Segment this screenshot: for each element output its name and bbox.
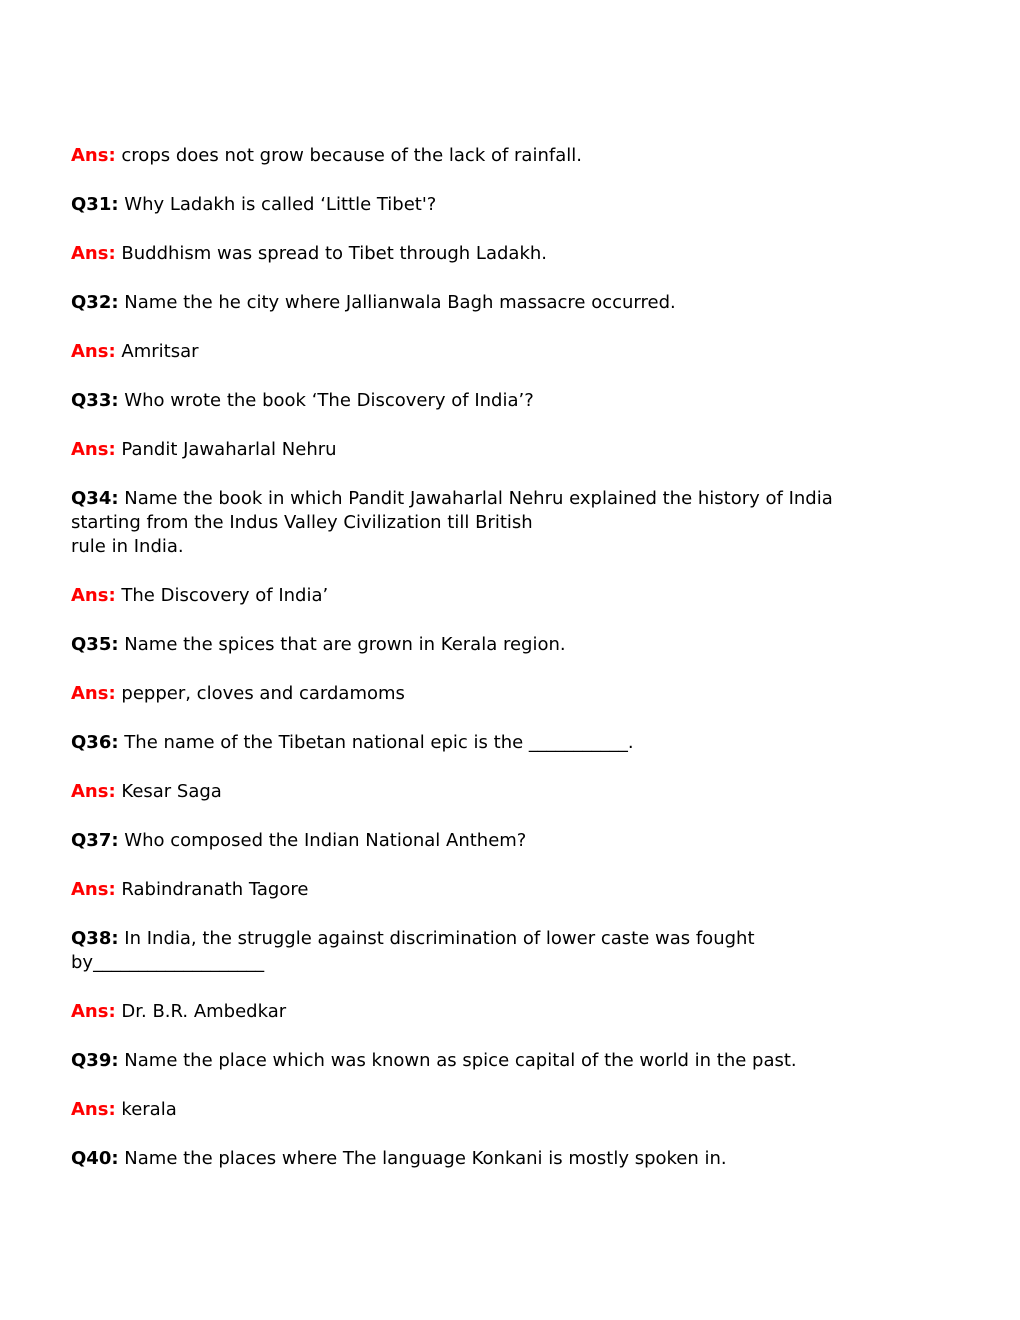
answer-label: Ans: [71, 781, 116, 802]
line-text: Buddhism was spread to Tibet through Ladakh. [121, 243, 547, 264]
answer-item [71, 1000, 951, 1024]
text-line [71, 829, 951, 853]
answer-label: Ans: [71, 341, 116, 362]
question-item [71, 731, 951, 755]
answer-item [71, 438, 951, 462]
answer-label: Ans: [71, 1099, 116, 1120]
question-label: Q32: [71, 292, 119, 313]
question-label: Q35: [71, 634, 119, 655]
text-line [71, 1098, 951, 1122]
line-text: by___________________ [71, 952, 265, 973]
text-line [71, 1049, 951, 1073]
line-text: Amritsar [121, 341, 199, 362]
question-label: Q38: [71, 928, 119, 949]
line-text: Who composed the Indian National Anthem? [124, 830, 527, 851]
line-text: Who wrote the book ‘The Discovery of India’? [124, 390, 534, 411]
line-text: pepper, cloves and cardamoms [121, 683, 405, 704]
text-line [71, 291, 951, 315]
question-item [71, 193, 951, 217]
text-line [71, 193, 951, 217]
text-line [71, 927, 951, 951]
text-line [71, 1147, 951, 1171]
text-line [71, 951, 951, 975]
answer-item [71, 584, 951, 608]
line-text: Why Ladakh is called ‘Little Tibet'? [124, 194, 437, 215]
answer-item [71, 1098, 951, 1122]
question-item [71, 291, 951, 315]
answer-label: Ans: [71, 145, 116, 166]
answer-item [71, 144, 951, 168]
qa-document [71, 144, 951, 1196]
text-line [71, 340, 951, 364]
question-label: Q33: [71, 390, 119, 411]
question-label: Q36: [71, 732, 119, 753]
answer-label: Ans: [71, 243, 116, 264]
line-text: starting from the Indus Valley Civilization till British [71, 512, 533, 533]
answer-item [71, 878, 951, 902]
text-line [71, 144, 951, 168]
line-text: Name the places where The language Konkani is mostly spoken in. [124, 1148, 727, 1169]
question-item [71, 389, 951, 413]
text-line [71, 438, 951, 462]
text-line [71, 487, 951, 511]
line-text: rule in India. [71, 536, 184, 557]
line-text: kerala [121, 1099, 177, 1120]
question-item [71, 829, 951, 853]
text-line [71, 878, 951, 902]
line-text: Name the place which was known as spice capital of the world in the past. [124, 1050, 797, 1071]
answer-label: Ans: [71, 879, 116, 900]
answer-item [71, 780, 951, 804]
answer-item [71, 242, 951, 266]
answer-label: Ans: [71, 1001, 116, 1022]
answer-item [71, 682, 951, 706]
text-line [71, 682, 951, 706]
answer-item [71, 340, 951, 364]
text-line [71, 511, 951, 535]
text-line [71, 633, 951, 657]
line-text: Name the he city where Jallianwala Bagh massacre occurred. [124, 292, 676, 313]
question-label: Q40: [71, 1148, 119, 1169]
line-text: crops does not grow because of the lack of rainfall. [121, 145, 582, 166]
text-line [71, 535, 951, 559]
line-text: Name the book in which Pandit Jawaharlal Nehru explained the history of India [124, 488, 833, 509]
question-label: Q34: [71, 488, 119, 509]
line-text: Dr. B.R. Ambedkar [121, 1001, 287, 1022]
question-item [71, 633, 951, 657]
text-line [71, 1000, 951, 1024]
answer-label: Ans: [71, 439, 116, 460]
question-item [71, 1049, 951, 1073]
line-text: In India, the struggle against discrimination of lower caste was fought [124, 928, 755, 949]
line-text: Pandit Jawaharlal Nehru [121, 439, 337, 460]
text-line [71, 242, 951, 266]
text-line [71, 584, 951, 608]
line-text: The Discovery of India’ [121, 585, 329, 606]
question-item [71, 1147, 951, 1171]
answer-label: Ans: [71, 585, 116, 606]
line-text: Rabindranath Tagore [121, 879, 309, 900]
question-item [71, 487, 951, 559]
line-text: Kesar Saga [121, 781, 222, 802]
text-line [71, 389, 951, 413]
question-label: Q31: [71, 194, 119, 215]
line-text: Name the spices that are grown in Kerala region. [124, 634, 566, 655]
question-label: Q39: [71, 1050, 119, 1071]
text-line [71, 731, 951, 755]
line-text: The name of the Tibetan national epic is the ___________. [124, 732, 634, 753]
question-label: Q37: [71, 830, 119, 851]
question-item [71, 927, 951, 975]
answer-label: Ans: [71, 683, 116, 704]
text-line [71, 780, 951, 804]
